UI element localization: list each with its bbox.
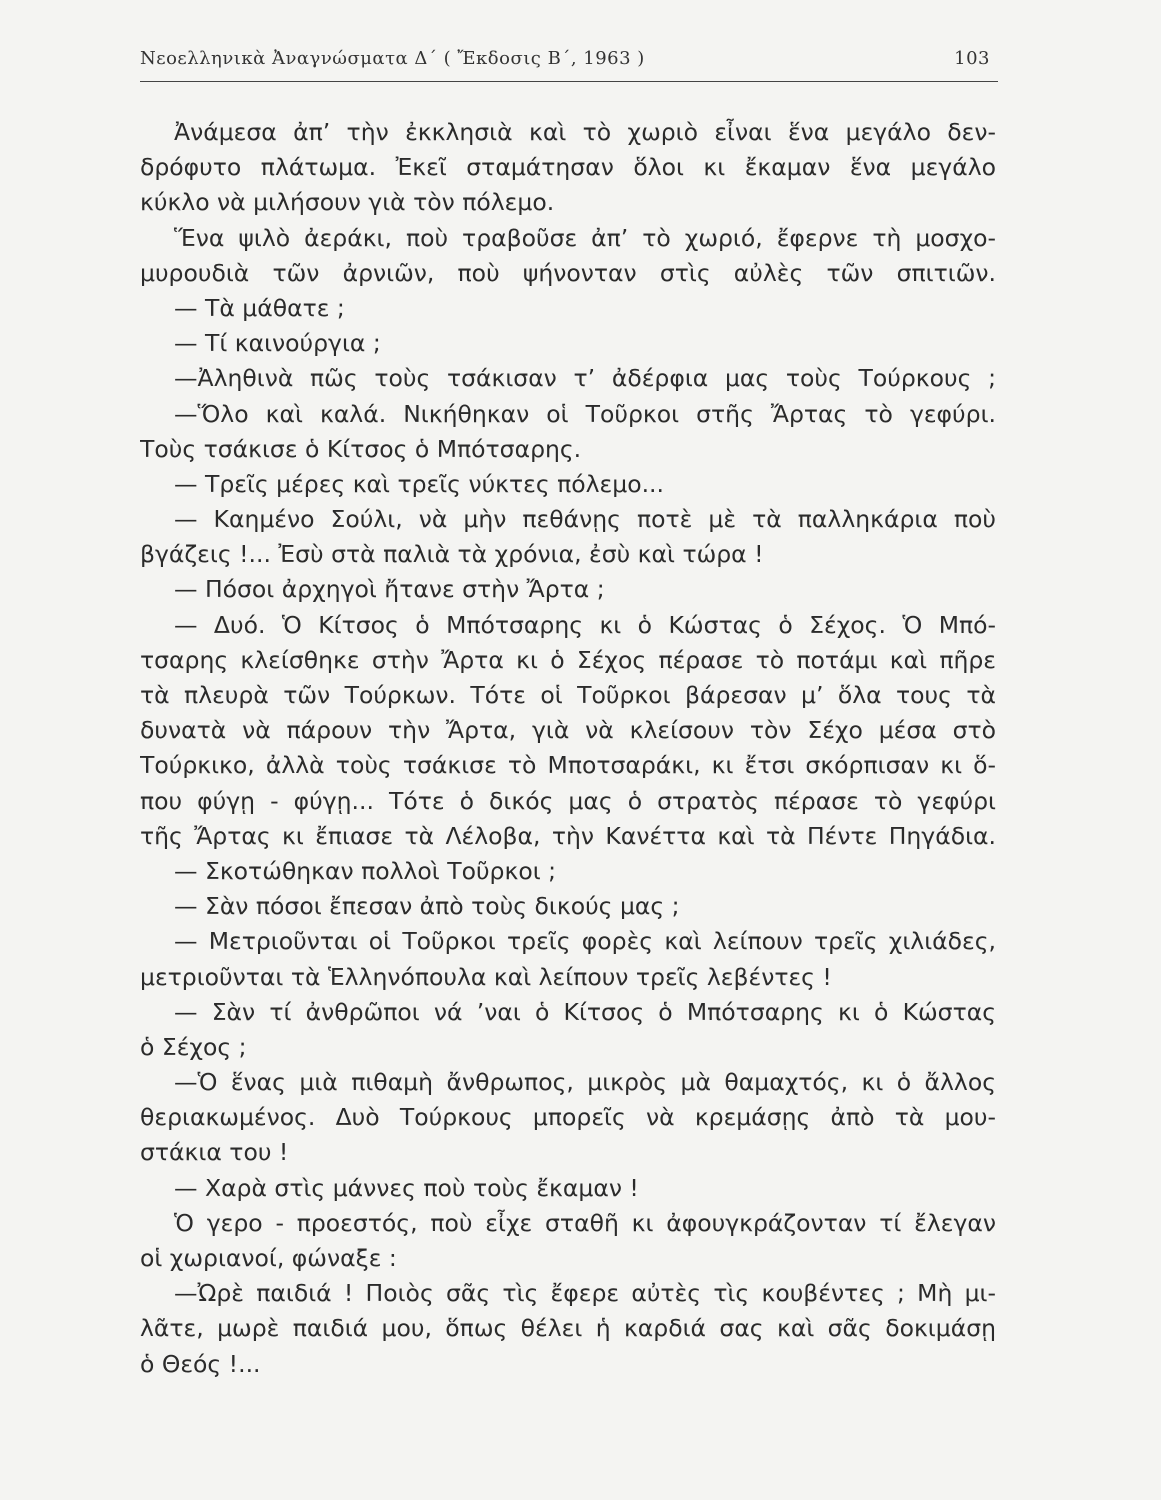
text-line: λᾶτε, μωρὲ παιδιά μου, ὅπως θέλει ἡ καρδιά σας καὶ σᾶς δοκιμάσῃ (140, 1314, 996, 1343)
text-line: —Ὠρὲ παιδιά ! Ποιὸς σᾶς τὶς ἔφερε αὐτὲς τὶς κουβέντες ; Μὴ μι- (174, 1279, 996, 1308)
text-line: — Χαρὰ στὶς μάννες ποὺ τοὺς ἔκαμαν ! (174, 1173, 639, 1202)
text-line: — Σὰν τί ἀνθρῶποι νά ’ναι ὁ Κίτσος ὁ Μπότσαρης κι ὁ Κώστας (174, 997, 996, 1026)
text-line: —Ὅλο καὶ καλά. Νικήθηκαν οἱ Τοῦρκοι στῆς Ἄρτας τὸ γεφύρι. (174, 399, 996, 428)
text-line: δυνατὰ νὰ πάρουν τὴν Ἄρτα, γιὰ νὰ κλείσουν τὸν Σέχο μέσα στὸ (140, 716, 996, 745)
text-line: βγάζεις !... Ἐσὺ στὰ παλιὰ τὰ χρόνια, ἐσὺ καὶ τώρα ! (140, 540, 764, 569)
text-line: μυρουδιὰ τῶν ἀρνιῶν, ποὺ ψήνονταν στὶς αὐλὲς τῶν σπιτιῶν. (140, 258, 996, 287)
text-line: Ἕνα ψιλὸ ἀεράκι, ποὺ τραβοῦσε ἀπ’ τὸ χωριό, ἔφερνε τὴ μοσχο- (174, 223, 996, 252)
text-line: — Τρεῖς μέρες καὶ τρεῖς νύκτες πόλεμο... (174, 469, 665, 498)
text-line: θεριακωμένος. Δυὸ Τούρκους μπορεῖς νὰ κρεμάσῃς ἀπὸ τὰ μου- (140, 1103, 996, 1132)
running-header (140, 44, 990, 74)
text-line: ὁ Σέχος ; (140, 1032, 247, 1061)
text-line: —Ἀληθινὰ πῶς τοὺς τσάκισαν τ’ ἀδέρφια μας τοὺς Τούρκους ; (174, 364, 996, 393)
header-title: Νεοελληνικὰ Ἀναγνώσματα Δ΄ ( Ἔκδοσις Β΄, 1963 ) (140, 48, 645, 69)
text-line: ὁ Θεός !... (140, 1349, 261, 1378)
page-number: 103 (954, 48, 990, 69)
text-line: —Ὁ ἕνας μιὰ πιθαμὴ ἄνθρωπος, μικρὸς μὰ θαμαχτός, κι ὁ ἄλλος (174, 1068, 996, 1097)
header-rule (140, 81, 998, 82)
text-line: — Μετριοῦνται οἱ Τοῦρκοι τρεῖς φορὲς καὶ λείπουν τρεῖς χιλιάδες, (174, 927, 996, 956)
page-body (140, 115, 996, 1382)
text-line: — Σὰν πόσοι ἔπεσαν ἀπὸ τοὺς δικούς μας ; (174, 892, 680, 921)
text-line: Τοὺς τσάκισε ὁ Κίτσος ὁ Μπότσαρης. (140, 434, 582, 463)
text-line: κύκλο νὰ μιλήσουν γιὰ τὸν πόλεμο. (140, 188, 555, 217)
text-line: οἱ χωριανοί, φώναξε : (140, 1244, 397, 1272)
text-line: Τούρκικο, ἀλλὰ τοὺς τσάκισε τὸ Μποτσαράκι, κι ἔτσι σκόρπισαν κι ὅ- (140, 751, 996, 780)
text-line: τσαρης κλείσθηκε στὴν Ἄρτα κι ὁ Σέχος πέρασε τὸ ποτάμι καὶ πῆρε (140, 645, 996, 674)
text-line: Ἀνάμεσα ἀπ’ τὴν ἐκκλησιὰ καὶ τὸ χωριὸ εἶναι ἕνα μεγάλο δεν- (174, 118, 996, 146)
text-line: — Τὰ μάθατε ; (174, 293, 345, 322)
text-line: Ὁ γερο - προεστός, ποὺ εἶχε σταθῆ κι ἀφουγκράζονταν τί ἔλεγαν (174, 1208, 996, 1237)
text-line: — Σκοτώθηκαν πολλοὶ Τοῦρκοι ; (174, 856, 557, 885)
text-line: δρόφυτο πλάτωμα. Ἐκεῖ σταμάτησαν ὅλοι κι ἔκαμαν ἕνα μεγάλο (140, 153, 996, 182)
text-line: τῆς Ἄρτας κι ἔπιασε τὰ Λέλοβα, τὴν Κανέττα καὶ τὰ Πέντε Πηγάδια. (140, 821, 996, 850)
text-line: στάκια του ! (140, 1138, 289, 1167)
text-line: — Καημένο Σούλι, νὰ μὴν πεθάνῃς ποτὲ μὲ τὰ παλληκάρια ποὺ (174, 505, 996, 534)
text-line: — Πόσοι ἀρχηγοὶ ἤτανε στὴν Ἄρτα ; (174, 575, 605, 604)
text-line: που φύγῃ - φύγῃ... Τότε ὁ δικός μας ὁ στρατὸς πέρασε τὸ γεφύρι (140, 786, 996, 815)
text-line: τὰ πλευρὰ τῶν Τούρκων. Τότε οἱ Τοῦρκοι βάρεσαν μ’ ὅλα τους τὰ (140, 681, 996, 709)
text-line: — Τί καινούργια ; (174, 329, 381, 358)
text-line: — Δυό. Ὁ Κίτσος ὁ Μπότσαρης κι ὁ Κώστας ὁ Σέχος. Ὁ Μπό- (174, 610, 996, 639)
text-line: μετριοῦνται τὰ Ἑλληνόπουλα καὶ λείπουν τρεῖς λεβέντες ! (140, 962, 832, 991)
